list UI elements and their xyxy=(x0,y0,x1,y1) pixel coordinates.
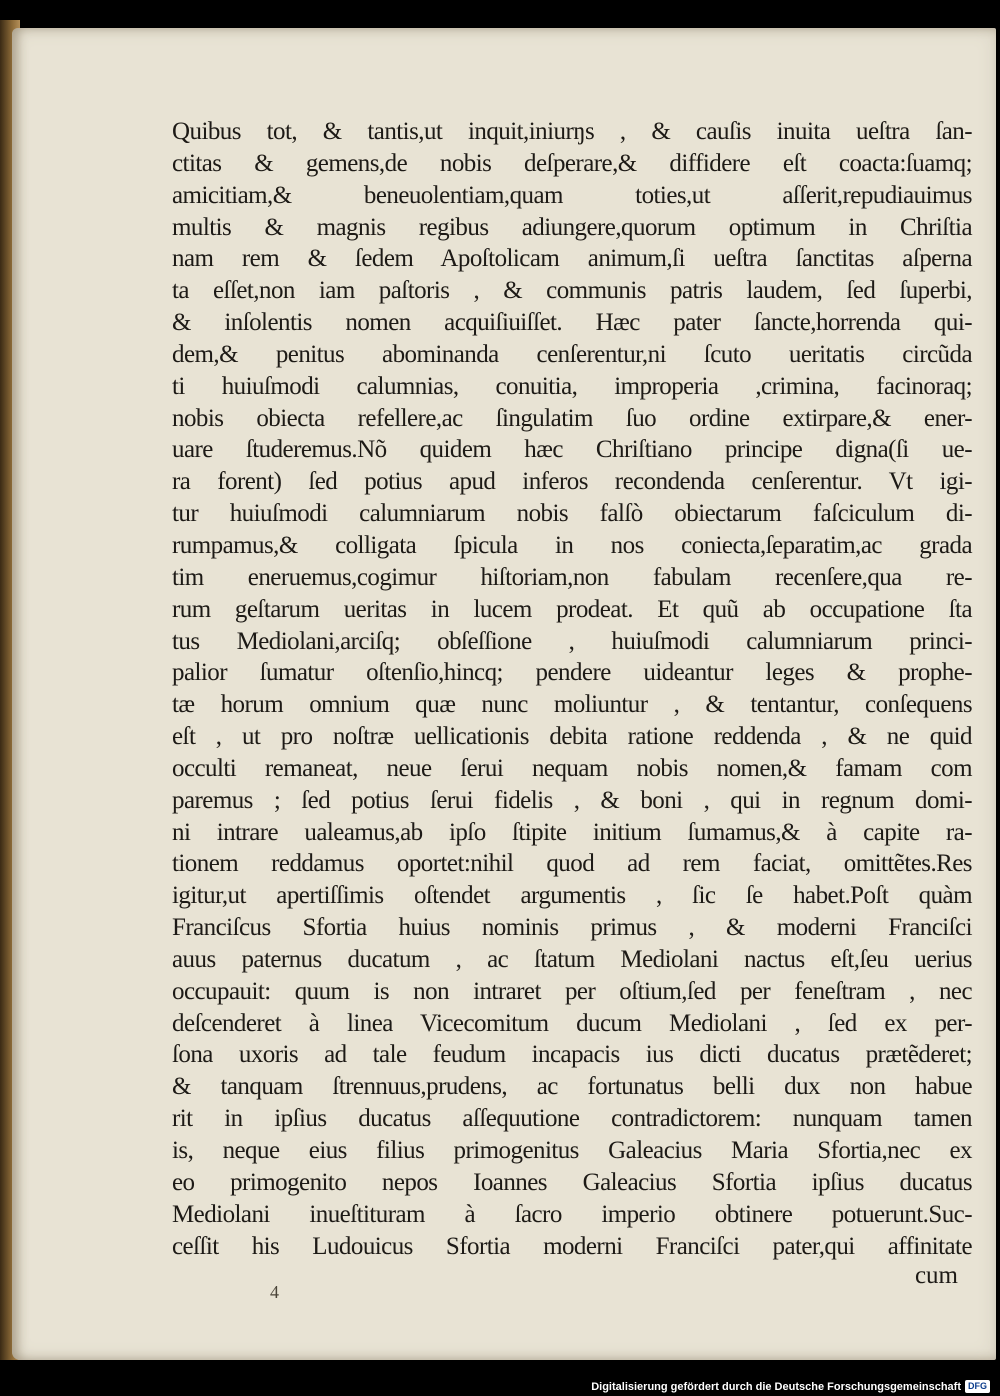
text-line: deſcenderet à linea Vicecomitum ducum Mediolani , ſed ex per- xyxy=(172,1009,972,1037)
text-line: tionem reddamus oportet:nihil quod ad rem faciat, omittẽtes.Res xyxy=(172,850,972,878)
text-line: occupauit: quum is non intraret per oſtium,ſed per feneſtram , nec xyxy=(172,977,972,1005)
text-line: tim eneruemus,cogimur hiſtoriam,non fabulam recenſere,qua re- xyxy=(172,563,972,591)
text-line: rum geſtarum ueritas in lucem prodeat. Et quũ ab occupatione ſta xyxy=(172,595,972,623)
text-line: is, neque eius filius primogenitus Galeacius Maria Sfortia,nec ex xyxy=(172,1137,972,1164)
text-line: ta eſſet,non iam paſtoris , & communis patris laudem, ſed ſuperbi, xyxy=(172,277,972,305)
text-line: dem,& penitus abominanda cenſerentur,ni ſcuto ueritatis circũda xyxy=(172,340,972,368)
text-line: rit in ipſius ducatus aſſequutione contradictorem: nunquam tamen xyxy=(172,1105,972,1133)
text-line: nam rem & ſedem Apoſtolicam animum,ſi ueſtra ſanctitas aſperna xyxy=(172,245,972,273)
text-line: Mediolani inueſtituram à ſacro imperio obtinere potuerunt.Suc- xyxy=(172,1200,972,1228)
text-line: ctitas & gemens,de nobis deſperare,& diffidere eſt coacta:ſuamq; xyxy=(172,149,972,177)
text-line: Quibus tot, & tantis,ut inquit,iniurŋs , & cauſis inuita ueſtra ſan- xyxy=(172,118,972,145)
text-line: uare ſtuderemus.Nõ quidem hæc Chriſtiano principe digna(ſi ue- xyxy=(172,436,972,464)
text-line: occulti remaneat, neue ſerui nequam nobis nomen,& famam com xyxy=(172,754,972,782)
text-line: tæ horum omnium quæ nunc moliuntur , & tentantur, conſequens xyxy=(172,691,972,719)
catchword: cum xyxy=(914,1262,958,1289)
text-line: auus paternus ducatum , ac ſtatum Mediolani nactus eſt,ſeu uerius xyxy=(172,945,972,973)
text-line: igitur,ut apertiſſimis oſtendet argumentis , ſic ſe habet.Poſt quàm xyxy=(172,882,972,910)
signature-mark: 4 xyxy=(270,1282,279,1302)
text-line: palior ſumatur oſtenſio,hincq; pendere uideantur leges & prophe- xyxy=(172,659,972,687)
text-line: ti huiuſmodi calumnias, conuitia, improperia ,crimina, facinoraq; xyxy=(172,372,972,400)
text-line: & tanquam ſtrennuus,prudens, ac fortunatus belli dux non habue xyxy=(172,1073,972,1101)
text-line: ni intrare ualeamus,ab ipſo ſtipite initium ſumamus,& à capite ra- xyxy=(172,818,972,846)
text-block xyxy=(172,116,972,1262)
text-line: ra forent) ſed potius apud inferos recondenda cenſerentur. Vt igi- xyxy=(172,468,972,496)
text-line: eo primogenito nepos Ioannes Galeacius Sfortia ipſius ducatus xyxy=(172,1168,972,1196)
text-line: ceſſit his Ludouicus Sfortia moderni Franciſci pater,qui affinitate xyxy=(172,1232,972,1260)
text-line: amicitiam,& beneuolentiam,quam toties,ut aſſerit,repudiauimus xyxy=(172,181,972,209)
text-line: Franciſcus Sfortia huius nominis primus , & moderni Franciſci xyxy=(172,914,972,942)
credit-text: Digitalisierung gefördert durch die Deutsche Forschungsgemeinschaft xyxy=(591,1380,961,1393)
text-line: tur huiuſmodi calumniarum nobis falſò obiectarum faſciculum di- xyxy=(172,500,972,528)
text-line: paremus ; ſed potius ſerui fidelis , & boni , qui in regnum domi- xyxy=(172,786,972,814)
text-line: & inſolentis nomen acquiſiuiſſet. Hæc pater ſancte,horrenda qui- xyxy=(172,309,972,337)
text-line: eſt , ut pro noſtræ uellicationis debita ratione reddenda , & ne quid xyxy=(172,723,972,751)
book-page xyxy=(12,28,996,1360)
text-line: nobis obiecta refellere,ac ſingulatim ſuo ordine extirpare,& ener- xyxy=(172,404,972,432)
text-line: multis & magnis regibus adiungere,quorum optimum in Chriſtia xyxy=(172,213,972,241)
digitization-credit xyxy=(591,1380,990,1393)
text-line: rumpamus,& colligata ſpicula in nos coniecta,ſeparatim,ac grada xyxy=(172,531,972,559)
dfg-logo-icon: DFG xyxy=(965,1380,990,1393)
text-line: ſona uxoris ad tale feudum incapacis ius dicti ducatus prætẽderet; xyxy=(172,1041,972,1069)
text-line: tus Mediolani,arciſq; obſeſſione , huiuſmodi calumniarum princi- xyxy=(172,627,972,655)
